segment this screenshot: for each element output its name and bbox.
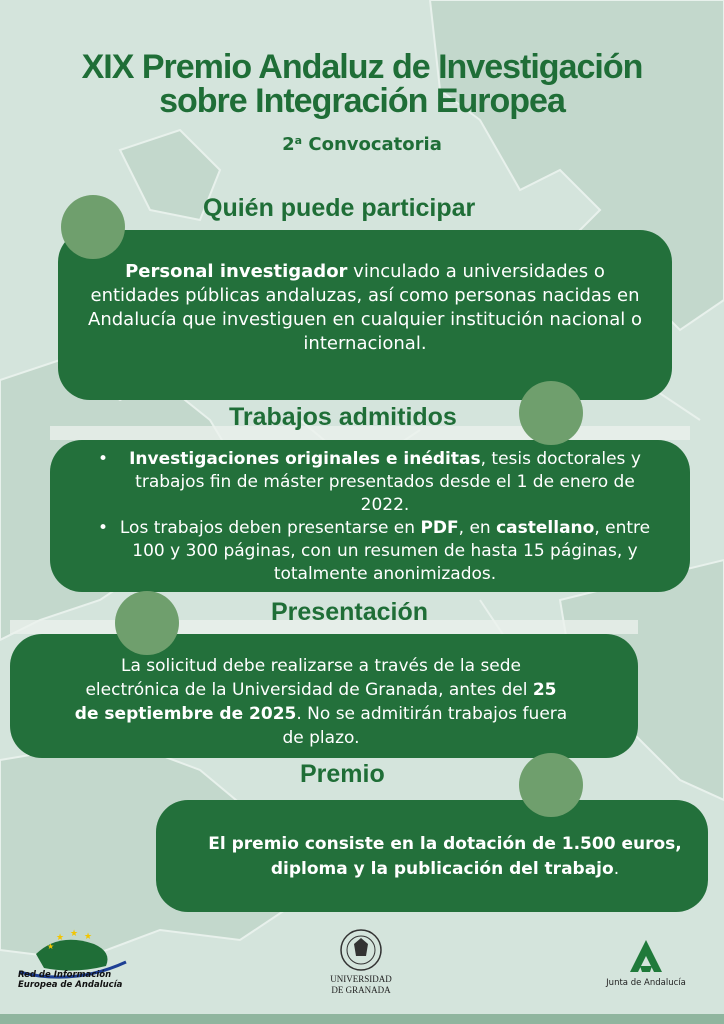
subtitle-ordinal: a (294, 134, 303, 147)
svg-text:★: ★ (56, 933, 65, 943)
heading-premio: Premio (300, 760, 385, 788)
title-line-1: XIX Premio Andaluz de Investigación (81, 48, 643, 86)
heading-trabajos-admitidos: Trabajos admitidos (229, 403, 457, 431)
universidad-granada-logo (316, 926, 406, 1004)
item1-text: , tesis doctorales y trabajos fin de máster presentados desde el 1 de enero de 2022. (135, 449, 641, 515)
bottom-strip (0, 1014, 724, 1024)
box-premio (156, 800, 708, 912)
list-item-1 (70, 448, 670, 517)
subtitle-text: Convocatoria (308, 134, 442, 155)
participants-text: vinculado a universidades o entidades públicas andaluzas, así como personas nacidas en Andalucía que investiguen en cualquier institución nacional o internacional. (88, 261, 642, 354)
list-item-2 (70, 517, 670, 586)
decorative-circle-3 (115, 591, 179, 655)
svg-text:★: ★ (70, 929, 79, 939)
subtitle (0, 134, 724, 155)
red-informacion-europea-logo (14, 922, 134, 1002)
decorative-circle-1 (61, 195, 125, 259)
box-presentacion (10, 634, 638, 758)
ugr-seal-icon (316, 926, 406, 974)
title-line-2: sobre Integración Europea (159, 82, 565, 120)
ugr-line-1: UNIVERSIDAD (330, 974, 392, 984)
decorative-circle-4 (519, 753, 583, 817)
bullet-1: • (98, 449, 109, 469)
junta-text: Junta de Andalucía (606, 978, 686, 988)
red-logo-line-2: Europea de Andalucía (18, 980, 123, 990)
item2-pre: Los trabajos deben presentarse en (119, 518, 416, 538)
item2-mid: , en (458, 518, 491, 538)
premio-period: . (613, 859, 620, 879)
subtitle-number: 2 (282, 134, 295, 155)
presentacion-text-2: . No se admitirán trabajos fuera de plazo. (282, 704, 568, 748)
svg-text:★: ★ (84, 932, 93, 942)
ugr-line-2: DE GRANADA (331, 985, 391, 995)
junta-andalucia-logo (596, 936, 696, 996)
junta-a-icon (596, 936, 696, 974)
decorative-circle-2 (519, 381, 583, 445)
bullet-2: • (98, 518, 109, 538)
red-logo-line-1: Red de Información (18, 970, 112, 980)
item2-castellano: castellano (496, 518, 595, 538)
heading-presentacion: Presentación (271, 598, 429, 626)
box-quien-puede-participar (58, 230, 672, 400)
deadline-date: 25 de septiembre de 2025 (74, 680, 557, 724)
item2-pdf: PDF (420, 518, 459, 538)
item2-post: , entre 100 y 300 páginas, con un resumen de hasta 15 páginas, y totalmente anonimizados. (132, 518, 651, 584)
heading-quien-puede-participar: Quién puede participar (203, 194, 476, 222)
box-trabajos-admitidos (50, 440, 690, 592)
page-title (20, 50, 704, 118)
participants-bold: Personal investigador (125, 261, 348, 282)
item1-bold: Investigaciones originales e inéditas (129, 449, 481, 469)
presentacion-text-1: La solicitud debe realizarse a través de la sede electrónica de la Universidad de Granada, antes del (85, 656, 528, 700)
premio-text: El premio consiste en la dotación de 1.500 euros, diploma y la publicación del trabajo (208, 834, 682, 879)
svg-text:★: ★ (47, 942, 55, 951)
